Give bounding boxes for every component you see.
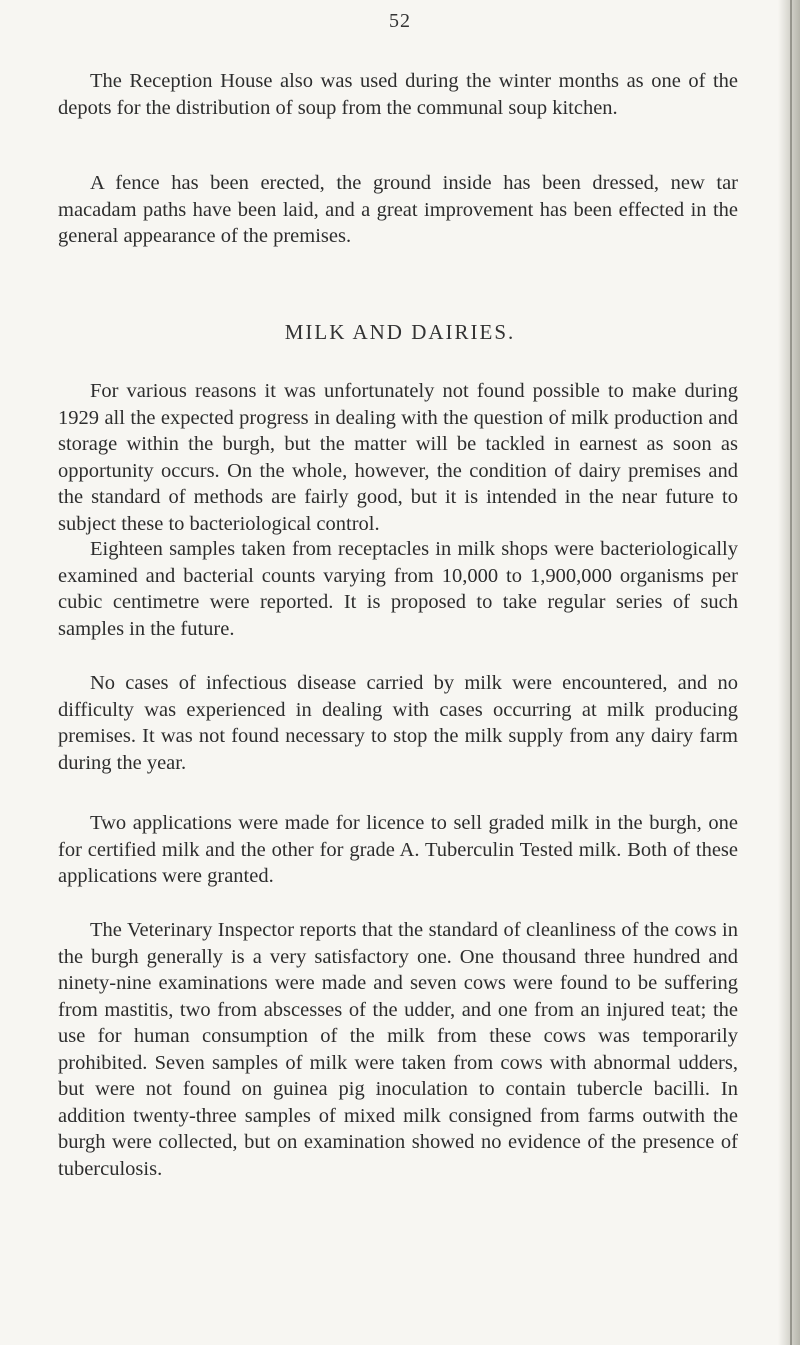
paragraph-reception-house [58, 68, 738, 121]
paragraph-text: The Reception House also was used during the winter months as one of the depots for the distribution of soup from the communal soup kitchen. [58, 70, 738, 119]
paragraph-milk-production [58, 378, 738, 537]
section-heading: MILK AND DAIRIES. [284, 320, 516, 344]
paragraph-text: For various reasons it was unfortunately not found possible to make during 1929 all the expected progress in dealing with the question of milk production and storage within the burgh, but the matter will be tackled in earnest as soon as opportunity occurs. On the whole, however, the condition of dairy premises and the standard of methods are fairly good, but it is intended in the near future to subject these to bacteriological control. [58, 380, 738, 535]
paragraph-samples [58, 536, 738, 642]
paragraph-text: The Veterinary Inspector reports that the standard of cleanliness of the cows in the burgh generally is a very satisfactory one. One thousand three hundred and ninety-nine examinations were made and seven cows were found to be suffering from mastitis, two from abscesses of the udder, and one from an injured teat; the use for human consumption of the milk from these cows was temporarily prohibited. Seven samples of milk were taken from cows with abnormal udders, but were not found on guinea pig inoculation to contain tubercle bacilli. In addition twenty-three samples of mixed milk consigned from farms outwith the burgh were collected, but on examination showed no evidence of the presence of tuberculosis. [58, 919, 738, 1180]
page-number: 52 [389, 10, 411, 32]
paragraph-text: Two applications were made for licence to sell graded milk in the burgh, one for certified milk and the other for grade A. Tuberculin Tested milk. Both of these applications were granted. [58, 812, 738, 887]
paragraph-fence [58, 170, 738, 250]
page-edge-line [790, 0, 792, 1345]
paragraph-infectious-disease [58, 670, 738, 776]
paragraph-veterinary-inspector [58, 917, 738, 1182]
page-edge-shadow [778, 0, 800, 1345]
paragraph-text: No cases of infectious disease carried by milk were encountered, and no difficulty was experienced in dealing with cases occurring at milk producing premises. It was not found necessary to stop the milk supply from any dairy farm during the year. [58, 672, 738, 774]
paragraph-applications [58, 810, 738, 890]
paragraph-text: Eighteen samples taken from receptacles in milk shops were bacteriologically examined and bacterial counts varying from 10,000 to 1,900,000 organisms per cubic centimetre were reported. It is proposed to take regular series of such samples in the future. [58, 538, 738, 640]
paragraph-text: A fence has been erected, the ground inside has been dressed, new tar macadam paths have been laid, and a great improvement has been effected in the general appearance of the premises. [58, 172, 738, 247]
